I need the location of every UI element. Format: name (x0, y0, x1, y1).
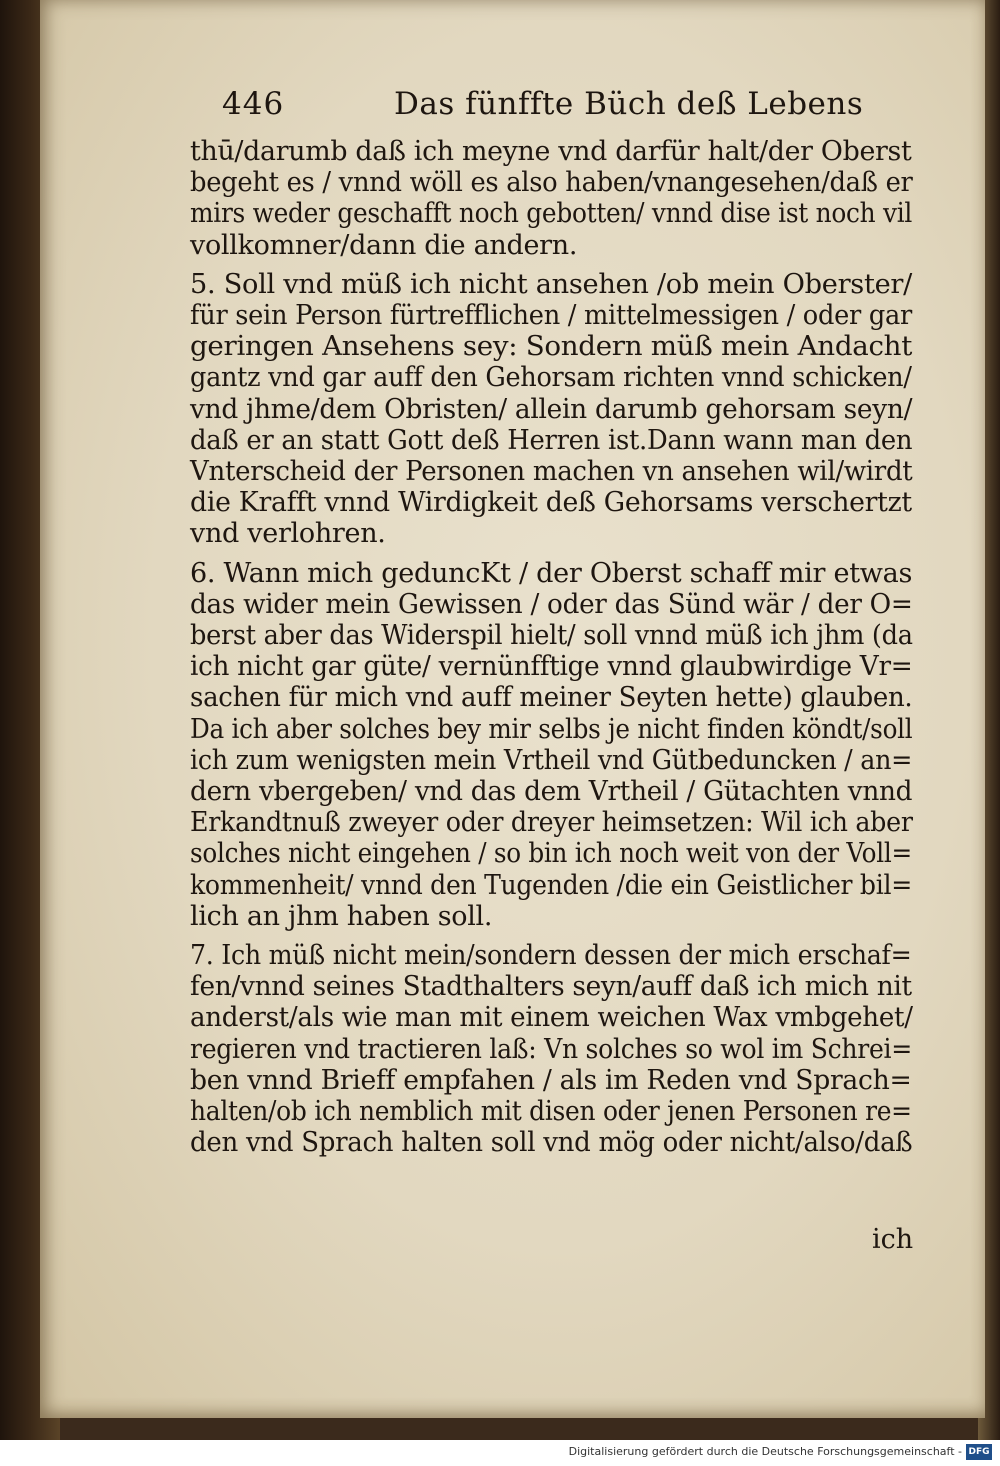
text-line: halten/ob ich nemblich mit disen oder jenen Personen re= (190, 1096, 912, 1127)
text-line: daß er an statt Gott deß Herren ist.Dann wann man den (190, 424, 913, 456)
text-line: mirs weder geschafft noch gebotten/ vnnd dise ist noch vil (190, 198, 913, 230)
page-header-title: Das fünffte Büch deß Lebens (394, 86, 864, 122)
text-line: Erkandtnuß zweyer oder dreyer heimsetzen: Wil ich aber (190, 807, 913, 839)
text-line: sachen für mich vnd auff meiner Seyten hette) glauben. (190, 682, 913, 714)
text-line: ich zum wenigsten mein Vrtheil vnd Gütbeduncken / an= (190, 744, 913, 776)
text-line: geringen Ansehens sey: Sondern müß mein Andacht (190, 331, 913, 363)
text-line: regieren vnd tractieren laß: Vn solches so wol im Schrei= (190, 1033, 913, 1065)
text-line: Vnterscheid der Personen machen vn ansehen wil/wirdt (190, 456, 913, 487)
text-line: anderst/als wie man mit einem weichen Wax vmbgehet/ (190, 1002, 913, 1034)
page-number: 446 (222, 86, 285, 122)
text-line: kommenheit/ vnnd den Tugenden /die ein Geistlicher bil= (190, 869, 912, 901)
catchword: ich (872, 1224, 914, 1255)
text-line: thū/darumb daß ich meyne vnd darfür halt/der Oberst (190, 136, 912, 167)
text-line: das wider mein Gewissen / oder das Sünd wär / der O= (190, 588, 913, 620)
running-head (222, 84, 864, 128)
text-line: vollkomner/dann die andern. (190, 229, 578, 261)
text-line: ich nicht gar güte/ vernünfftige vnnd glaubwirdige Vr= (190, 651, 913, 683)
text-line: lich an jhm haben soll. (190, 900, 493, 932)
dfg-logo-icon: DFG (966, 1444, 992, 1460)
text-line: berst aber das Widerspil hielt/ soll vnnd müß ich jhm (da (190, 620, 913, 651)
book-page (40, 0, 985, 1418)
text-line: 5. Soll vnd müß ich nicht ansehen /ob mein Oberster/ (190, 268, 912, 300)
text-line: fen/vnnd seines Stadthalters seyn/auff daß ich mich nit (190, 971, 912, 1003)
text-line: ben vnnd Brieff empfahen / als im Reden vnd Sprach= (190, 1064, 912, 1096)
text-line: begeht es / vnnd wöll es also haben/vnangesehen/daß er (190, 167, 913, 199)
text-line: vnd jhme/dem Obristen/ allein darumb gehorsam seyn/ (190, 393, 913, 425)
text-line: für sein Person fürtrefflichen / mittelmessigen / oder gar (190, 300, 912, 331)
text-line: vnd verlohren. (190, 518, 386, 550)
digitization-credit: Digitalisierung gefördert durch die Deutsche Forschungsgemeinschaft - (568, 1445, 962, 1458)
text-line: 7. Ich müß nicht mein/sondern dessen der mich erschaf= (190, 940, 912, 971)
text-line: den vnd Sprach halten soll vnd mög oder nicht/also/daß (190, 1127, 913, 1159)
text-line: Da ich aber solches bey mir selbs je nicht finden köndt/soll (190, 713, 913, 745)
text-line: solches nicht eingehen / so bin ich noch weit von der Voll= (190, 838, 912, 870)
footer-bar (0, 1440, 1000, 1466)
text-line: die Krafft vnnd Wirdigkeit deß Gehorsams verschertzt (190, 487, 912, 519)
text-line: 6. Wann mich geduncKt / der Oberst schaff mir etwas (190, 557, 913, 589)
text-line: gantz vnd gar auff den Gehorsam richten vnnd schicken/ (190, 362, 912, 394)
text-line: dern vbergeben/ vnd das dem Vrtheil / Gütachten vnnd (190, 776, 913, 807)
